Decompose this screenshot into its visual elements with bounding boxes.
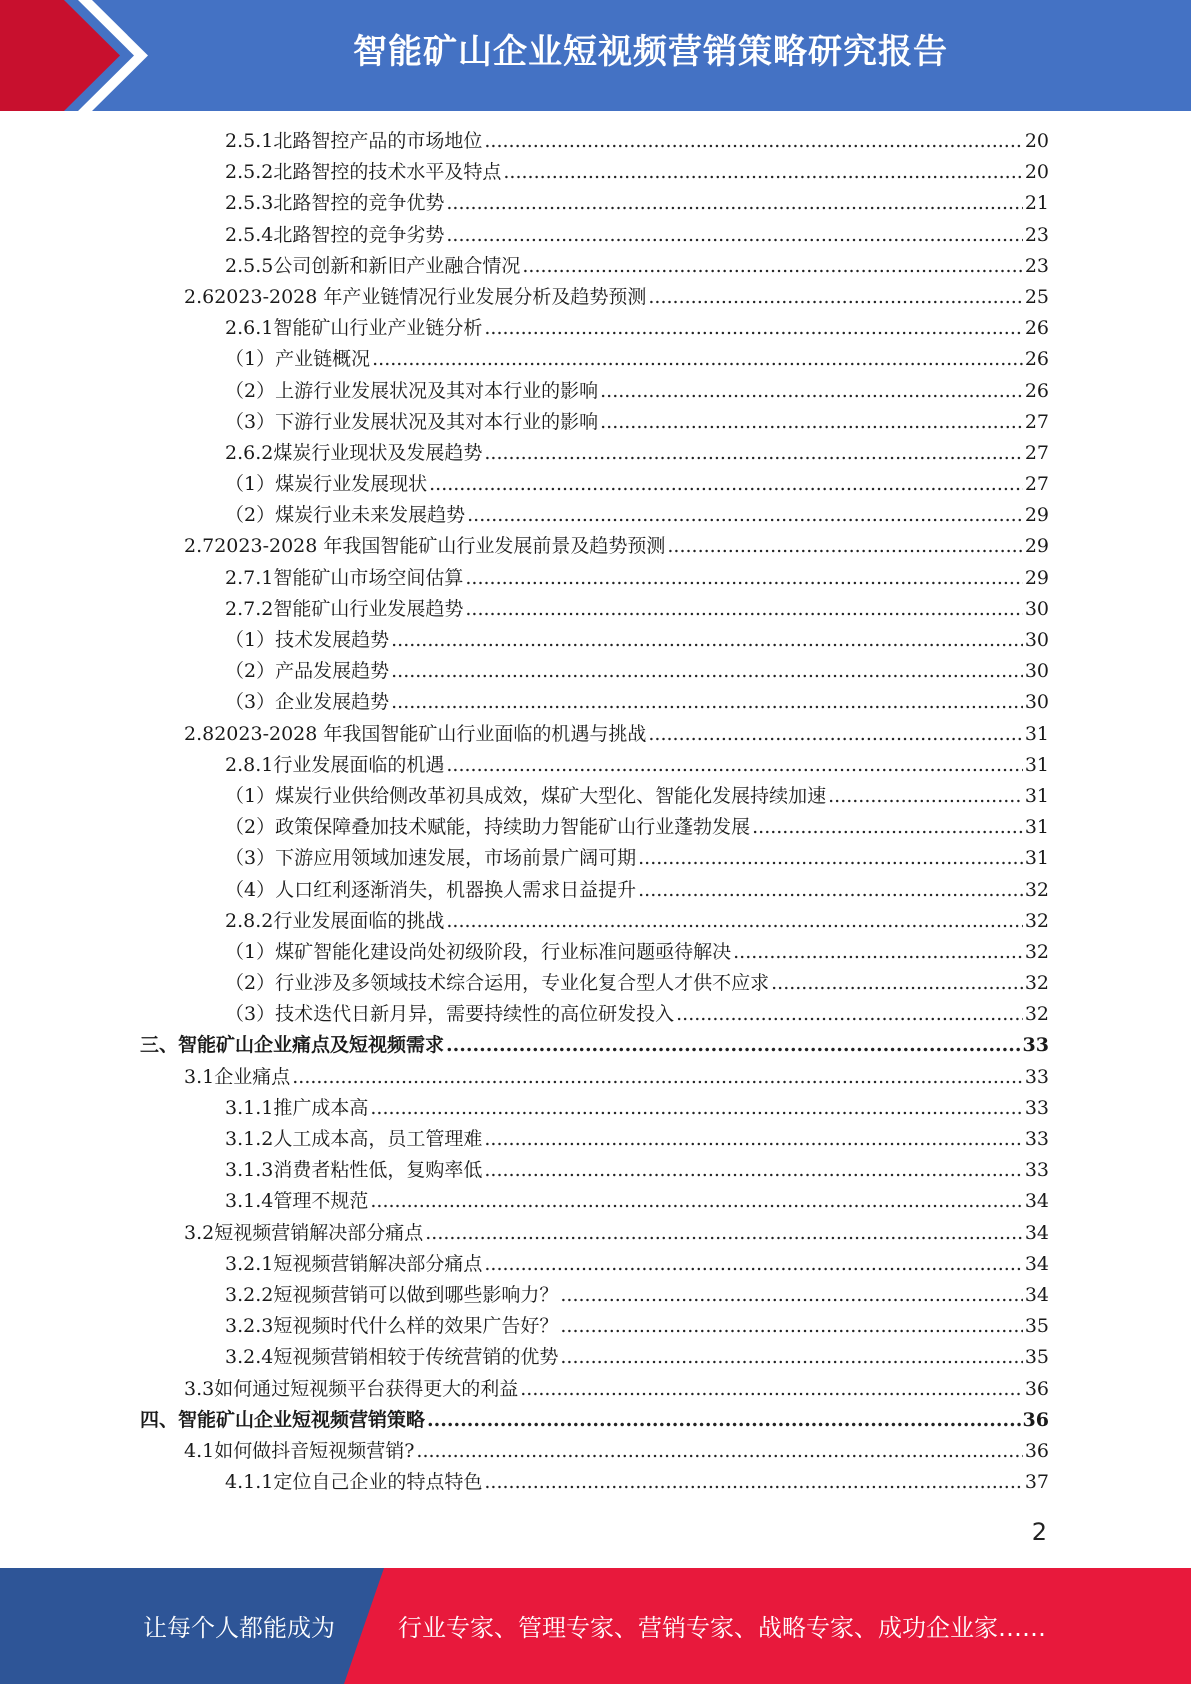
toc-dot-leader: [370, 1093, 1022, 1124]
toc-entry-number: 2.8: [184, 722, 215, 745]
toc-entry-number: 2.6.2: [225, 441, 274, 464]
toc-dot-leader: [465, 563, 1022, 594]
toc-entry-title: 智能矿山市场空间估算: [273, 566, 464, 589]
toc-dot-leader: [522, 251, 1022, 282]
toc-entry-page: 31: [1024, 753, 1049, 776]
toc-entry-title: 智能矿山行业发展趋势: [273, 597, 464, 620]
toc-entry-number: 3.1.1: [225, 1096, 274, 1119]
toc-entry-title: 技术发展趋势: [275, 629, 390, 651]
toc-entry[interactable]: [140, 407, 1049, 438]
toc-dot-leader: [484, 126, 1022, 157]
toc-entry-title: 人工成本高，员工管理难: [273, 1128, 483, 1150]
toc-entry-title: 行业发展面临的挑战: [273, 909, 445, 932]
toc-entry-title: 技术迭代日新月异，需要持续性的高位研发投入: [275, 1003, 675, 1026]
toc-entry-page: 21: [1024, 192, 1049, 215]
toc-entry[interactable]: [140, 1374, 1049, 1405]
toc-dot-leader: [600, 407, 1023, 438]
report-title: 智能矿山企业短视频营销策略研究报告: [353, 32, 948, 72]
toc-entry[interactable]: [140, 1311, 1049, 1342]
toc-entry-number: （2）: [225, 972, 276, 995]
toc-dot-leader: [600, 376, 1023, 407]
toc-entry-title: 北路智控的竞争优势: [273, 192, 445, 215]
toc-entry-page: 31: [1024, 847, 1049, 870]
toc-entry-page: 26: [1024, 348, 1049, 371]
page-number: 2: [1031, 1518, 1047, 1546]
toc-dot-leader: [484, 1155, 1022, 1186]
toc-entry-number: 3.1: [184, 1065, 215, 1088]
toc-entry[interactable]: [140, 344, 1049, 375]
toc-entry[interactable]: [140, 906, 1049, 937]
toc-entry-number: （1）: [225, 348, 276, 371]
toc-entry-page: 36: [1024, 1439, 1049, 1462]
toc-entry[interactable]: [140, 1030, 1049, 1061]
toc-dot-leader: [560, 1342, 1022, 1373]
toc-entry-number: （3）: [225, 691, 276, 714]
toc-dot-leader: [484, 438, 1022, 469]
toc-dot-leader: [446, 906, 1022, 937]
toc-entry-title: 人口红利逐渐消失，机器换人需求日益提升: [275, 878, 637, 901]
toc-entry-title: 北路智控的竞争劣势: [273, 223, 445, 246]
toc-entry[interactable]: [140, 563, 1049, 594]
toc-entry[interactable]: [140, 1467, 1049, 1498]
toc-dot-leader: [733, 937, 1023, 968]
toc-entry[interactable]: [140, 1124, 1049, 1155]
toc-entry-number: 2.5.3: [225, 192, 274, 215]
toc-entry-title: 2023-2028 年产业链情况行业发展分析及趋势预测: [214, 285, 647, 308]
toc-dot-leader: [667, 531, 1022, 562]
toc-entry[interactable]: [140, 594, 1049, 625]
toc-entry-number: 3.2: [184, 1221, 215, 1244]
toc-entry[interactable]: [140, 1093, 1049, 1124]
toc-dot-leader: [676, 999, 1023, 1030]
toc-entry-page: 31: [1024, 784, 1049, 807]
toc-dot-leader: [638, 875, 1023, 906]
toc-dot-leader: [771, 968, 1023, 999]
toc-dot-leader: [391, 625, 1023, 656]
toc-entry-number: （3）: [225, 847, 276, 870]
toc-entry-number: （2）: [225, 816, 276, 839]
toc-dot-leader: [370, 1186, 1022, 1217]
toc-dot-leader: [484, 1124, 1022, 1155]
toc-entry-number: （2）: [225, 660, 276, 683]
toc-entry-number: 3.1.4: [225, 1190, 274, 1213]
toc-dot-leader: [467, 500, 1023, 531]
toc-dot-leader: [560, 1280, 1022, 1311]
toc-entry-page: 33: [1022, 1034, 1049, 1057]
toc-entry[interactable]: [140, 812, 1049, 843]
toc-entry-title: 如何做抖音短视频营销?: [214, 1439, 415, 1462]
toc-entry-number: 2.5.1: [225, 130, 274, 152]
toc-entry-number: （1）: [225, 784, 276, 807]
toc-entry-page: 37: [1024, 1471, 1049, 1494]
toc-entry[interactable]: [140, 999, 1049, 1030]
table-of-contents: [140, 126, 1049, 1498]
toc-dot-leader: [429, 469, 1023, 500]
toc-entry-title: 管理不规范: [273, 1190, 369, 1213]
toc-dot-leader: [560, 1311, 1022, 1342]
footer-slogan-left: 让每个人都能成为: [143, 1614, 335, 1642]
toc-entry-number: 3.2.2: [225, 1283, 274, 1306]
toc-entry-title: 政策保障叠加技术赋能，持续助力智能矿山行业蓬勃发展: [275, 816, 751, 839]
footer-slogan-right: 行业专家、管理专家、营销专家、战略专家、成功企业家……: [398, 1614, 1046, 1642]
toc-entry-page: 20: [1024, 130, 1049, 152]
toc-entry-title: 推广成本高: [273, 1096, 369, 1119]
toc-entry[interactable]: [140, 625, 1049, 656]
toc-entry[interactable]: [140, 1342, 1049, 1373]
toc-entry-number: 3.2.4: [225, 1346, 274, 1369]
toc-entry-number: 三、: [140, 1034, 179, 1057]
toc-entry[interactable]: [140, 937, 1049, 968]
toc-entry-number: （2）: [225, 504, 276, 527]
toc-entry-number: 2.6: [184, 285, 215, 308]
toc-entry-number: 4.1.1: [225, 1471, 274, 1494]
toc-entry-number: （1）: [225, 473, 276, 496]
toc-dot-leader: [465, 594, 1022, 625]
toc-entry-page: 32: [1024, 909, 1049, 932]
toc-entry-title: 公司创新和新旧产业融合情况: [273, 254, 521, 277]
toc-dot-leader: [446, 750, 1022, 781]
toc-entry-page: 30: [1024, 597, 1049, 620]
toc-entry-title: 煤炭行业供给侧改革初具成效，煤矿大型化、智能化发展持续加速: [275, 784, 827, 807]
toc-entry[interactable]: [140, 781, 1049, 812]
toc-entry-number: 4.1: [184, 1439, 215, 1462]
toc-entry-title: 智能矿山企业痛点及短视频需求: [178, 1034, 445, 1057]
toc-entry-number: 3.1.2: [225, 1128, 274, 1150]
toc-entry[interactable]: [140, 220, 1049, 251]
toc-entry-page: 23: [1024, 254, 1049, 277]
toc-entry-number: 2.6.1: [225, 317, 274, 340]
toc-entry-title: 煤炭行业未来发展趋势: [275, 504, 466, 527]
toc-entry-number: （3）: [225, 410, 276, 433]
toc-entry-title: 上游行业发展状况及其对本行业的影响: [275, 379, 599, 402]
toc-entry-page: 29: [1024, 535, 1049, 558]
toc-entry-title: 短视频营销相较于传统营销的优势: [273, 1346, 559, 1369]
toc-entry-title: 煤炭行业发展现状: [275, 473, 428, 496]
toc-entry-page: 36: [1024, 1377, 1049, 1400]
toc-entry-title: 煤矿智能化建设尚处初级阶段，行业标准问题亟待解决: [275, 940, 732, 963]
toc-entry-page: 27: [1024, 441, 1049, 464]
toc-entry-title: 如何通过短视频平台获得更大的利益: [214, 1377, 519, 1400]
toc-entry[interactable]: [140, 750, 1049, 781]
toc-entry[interactable]: [140, 843, 1049, 874]
toc-entry-page: 33: [1024, 1065, 1049, 1088]
toc-dot-leader: [446, 1030, 1021, 1061]
toc-entry-page: 31: [1024, 722, 1049, 745]
toc-entry-title: 消费者粘性低，复购率低: [273, 1159, 483, 1182]
toc-entry-page: 23: [1024, 223, 1049, 246]
toc-dot-leader: [648, 282, 1022, 313]
toc-entry[interactable]: [140, 1186, 1049, 1217]
toc-entry-title: 下游应用领域加速发展，市场前景广阔可期: [275, 847, 637, 870]
toc-entry[interactable]: [140, 1280, 1049, 1311]
toc-entry-title: 2023-2028 年我国智能矿山行业面临的机遇与挑战: [214, 722, 647, 745]
toc-entry-page: 25: [1024, 285, 1049, 308]
toc-entry-title: 产业链概况: [275, 348, 371, 371]
toc-entry-title: 下游行业发展状况及其对本行业的影响: [275, 410, 599, 433]
toc-entry-title: 煤炭行业现状及发展趋势: [273, 441, 483, 464]
toc-entry[interactable]: [140, 188, 1049, 219]
toc-dot-leader: [638, 843, 1023, 874]
toc-dot-leader: [391, 656, 1023, 687]
toc-entry-title: 产品发展趋势: [275, 660, 390, 683]
toc-dot-leader: [752, 812, 1023, 843]
toc-entry-page: 27: [1024, 410, 1049, 433]
toc-dot-leader: [484, 313, 1022, 344]
toc-entry-title: 行业发展面临的机遇: [273, 753, 445, 776]
toc-dot-leader: [391, 687, 1023, 718]
toc-entry[interactable]: [140, 968, 1049, 999]
toc-entry-number: 2.7: [184, 535, 215, 558]
toc-entry-page: 35: [1024, 1346, 1049, 1369]
toc-entry-page: 20: [1024, 161, 1049, 184]
toc-dot-leader: [648, 719, 1022, 750]
report-header: [0, 0, 1191, 111]
toc-entry-title: 定位自己企业的特点特色: [273, 1471, 483, 1494]
toc-entry-number: （1）: [225, 629, 276, 651]
toc-entry-page: 34: [1024, 1252, 1049, 1275]
toc-entry-title: 智能矿山企业短视频营销策略: [178, 1408, 426, 1431]
toc-entry[interactable]: [140, 282, 1049, 313]
toc-entry-page: 29: [1024, 566, 1049, 589]
toc-entry-page: 33: [1024, 1128, 1049, 1150]
toc-entry-page: 30: [1024, 691, 1049, 714]
toc-entry-number: 2.5.5: [225, 254, 274, 277]
toc-entry-page: 34: [1024, 1190, 1049, 1213]
toc-dot-leader: [372, 344, 1023, 375]
toc-dot-leader: [484, 1467, 1022, 1498]
toc-dot-leader: [828, 781, 1023, 812]
toc-entry-number: 2.7.1: [225, 566, 274, 589]
toc-entry[interactable]: [140, 251, 1049, 282]
toc-entry-number: 3.3: [184, 1377, 215, 1400]
toc-entry-title: 北路智控产品的市场地位: [273, 130, 483, 152]
toc-entry[interactable]: [140, 1405, 1049, 1436]
toc-entry-page: 34: [1024, 1221, 1049, 1244]
toc-dot-leader: [292, 1062, 1023, 1093]
toc-entry[interactable]: [140, 438, 1049, 469]
toc-entry[interactable]: [140, 687, 1049, 718]
toc-dot-leader: [520, 1374, 1023, 1405]
toc-dot-leader: [446, 220, 1022, 251]
toc-entry[interactable]: [140, 313, 1049, 344]
toc-entry-number: 2.8.1: [225, 753, 274, 776]
toc-entry-number: 3.1.3: [225, 1159, 274, 1182]
report-footer: [0, 1568, 1191, 1684]
toc-entry-number: （2）: [225, 379, 276, 402]
toc-entry-title: 短视频时代什么样的效果广告好？: [273, 1315, 559, 1338]
toc-dot-leader: [427, 1405, 1021, 1436]
toc-entry[interactable]: [140, 1062, 1049, 1093]
toc-entry[interactable]: [140, 1249, 1049, 1280]
toc-entry-title: 行业涉及多领域技术综合运用，专业化复合型人才供不应求: [275, 972, 770, 995]
toc-entry-page: 32: [1024, 1003, 1049, 1026]
toc-entry[interactable]: [140, 157, 1049, 188]
toc-entry-page: 30: [1024, 629, 1049, 651]
toc-entry-number: （4）: [225, 878, 276, 901]
toc-entry-page: 36: [1022, 1408, 1049, 1431]
toc-entry-page: 26: [1024, 379, 1049, 402]
toc-entry-page: 35: [1024, 1315, 1049, 1338]
toc-entry[interactable]: [140, 126, 1049, 157]
toc-entry-title: 短视频营销解决部分痛点: [214, 1221, 424, 1244]
toc-entry-title: 企业痛点: [214, 1065, 291, 1088]
toc-entry-page: 26: [1024, 317, 1049, 340]
toc-entry-page: 29: [1024, 504, 1049, 527]
toc-entry-page: 32: [1024, 940, 1049, 963]
toc-entry-page: 33: [1024, 1159, 1049, 1182]
toc-entry[interactable]: [140, 656, 1049, 687]
toc-entry-title: 北路智控的技术水平及特点: [273, 161, 502, 184]
toc-entry[interactable]: [140, 531, 1049, 562]
toc-entry-page: 32: [1024, 972, 1049, 995]
toc-entry[interactable]: [140, 1155, 1049, 1186]
toc-dot-leader: [446, 188, 1022, 219]
toc-entry-number: （1）: [225, 940, 276, 963]
toc-entry-page: 27: [1024, 473, 1049, 496]
toc-entry-number: 2.8.2: [225, 909, 274, 932]
toc-entry-page: 32: [1024, 878, 1049, 901]
toc-dot-leader: [416, 1436, 1022, 1467]
toc-entry-title: 企业发展趋势: [275, 691, 390, 714]
toc-entry-number: 2.5.4: [225, 223, 274, 246]
toc-entry-number: 2.5.2: [225, 161, 274, 184]
toc-entry-number: 四、: [140, 1408, 179, 1431]
toc-entry-title: 短视频营销解决部分痛点: [273, 1252, 483, 1275]
toc-entry-title: 短视频营销可以做到哪些影响力？: [273, 1283, 559, 1306]
toc-entry-number: 3.2.1: [225, 1252, 274, 1275]
toc-entry-page: 30: [1024, 660, 1049, 683]
toc-entry[interactable]: [140, 1218, 1049, 1249]
toc-dot-leader: [503, 157, 1022, 188]
toc-entry-page: 34: [1024, 1283, 1049, 1306]
toc-entry-page: 31: [1024, 816, 1049, 839]
toc-entry-number: 2.7.2: [225, 597, 274, 620]
toc-entry[interactable]: [140, 469, 1049, 500]
toc-entry-title: 2023-2028 年我国智能矿山行业发展前景及趋势预测: [214, 535, 666, 558]
toc-entry[interactable]: [140, 1436, 1049, 1467]
toc-entry-page: 33: [1024, 1096, 1049, 1119]
toc-entry[interactable]: [140, 719, 1049, 750]
toc-entry[interactable]: [140, 875, 1049, 906]
toc-entry-number: （3）: [225, 1003, 276, 1026]
toc-entry[interactable]: [140, 500, 1049, 531]
toc-entry[interactable]: [140, 376, 1049, 407]
toc-entry-title: 智能矿山行业产业链分析: [273, 317, 483, 340]
toc-entry-number: 3.2.3: [225, 1315, 274, 1338]
toc-dot-leader: [484, 1249, 1022, 1280]
toc-dot-leader: [425, 1218, 1023, 1249]
